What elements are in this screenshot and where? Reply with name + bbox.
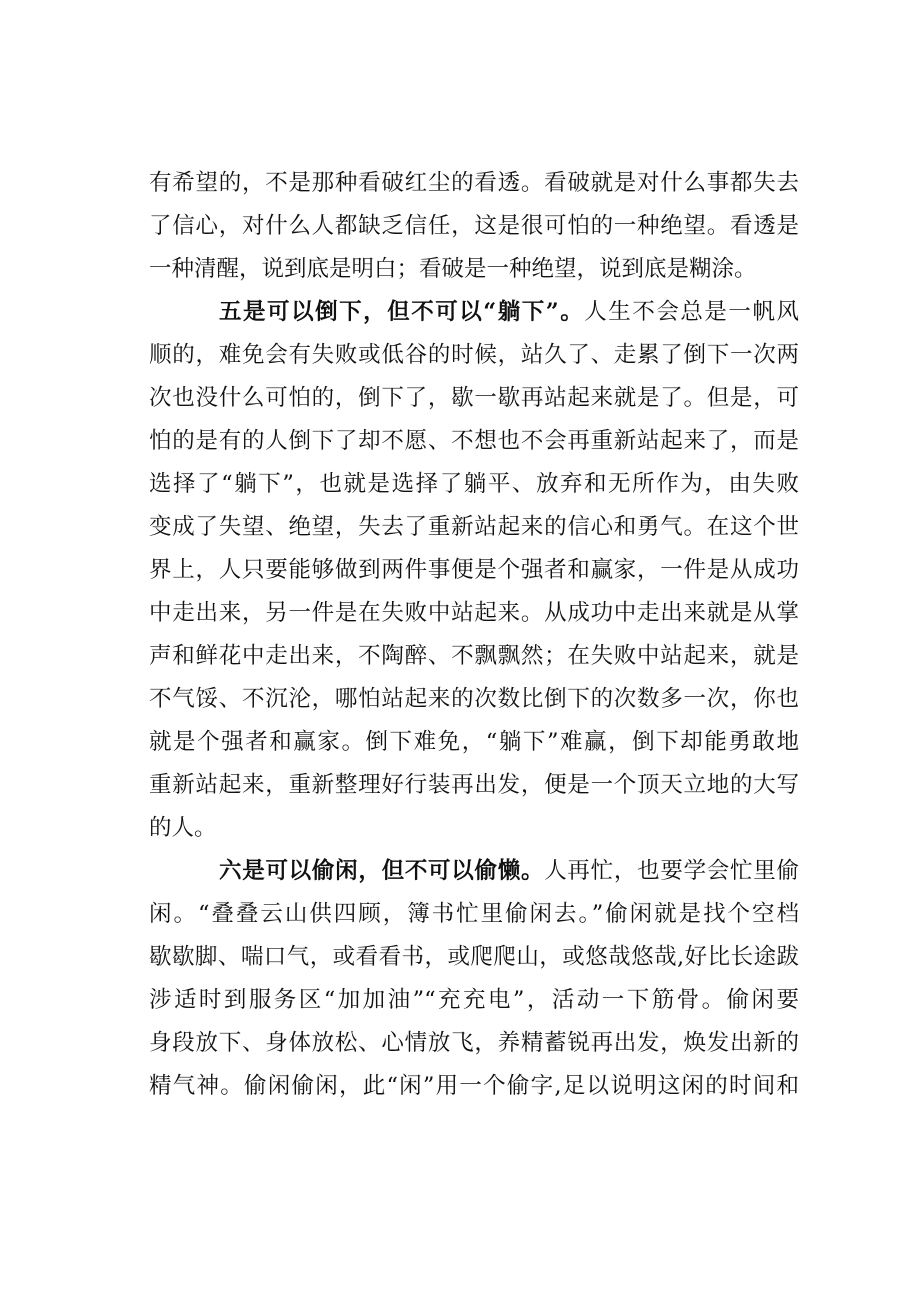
paragraph-line: 了信心，对什么人都缺乏信任，这是很可怕的一种绝望。看透是 <box>149 213 799 239</box>
point-6-heading: 六是可以偷闲，但不可以偷懒。 <box>219 858 545 884</box>
paragraph-line: 不气馁、不沉沦，哪怕站起来的次数比倒下的次数多一次，你也 <box>149 686 799 712</box>
paragraph-line: 有希望的，不是那种看破红尘的看透。看破就是对什么事都失去 <box>149 170 799 196</box>
paragraph-line: 就是个强者和赢家。倒下难免，“躺下”难赢，倒下却能勇敢地 <box>149 729 799 755</box>
paragraph-line: 变成了失望、绝望，失去了重新站起来的信心和勇气。在这个世 <box>149 514 799 540</box>
paragraph-line: 重新站起来，重新整理好行装再出发，便是一个顶天立地的大写 <box>149 772 799 798</box>
paragraph-5-first-line <box>219 292 799 332</box>
paragraph-line: 怕的是有的人倒下了却不愿、不想也不会再重新站起来了，而是 <box>149 428 799 454</box>
paragraph-line: 精气神。偷闲偷闲，此“闲”用一个偷字,足以说明这闲的时间和 <box>149 1073 799 1099</box>
paragraph-text: 人生不会总是一帆风 <box>584 299 799 325</box>
paragraph-line: 界上，人只要能够做到两件事便是个强者和赢家，一件是从成功 <box>149 557 799 583</box>
paragraph-line: 顺的，难免会有失败或低谷的时候，站久了、走累了倒下一次两 <box>149 342 799 368</box>
paragraph-line: 次也没什么可怕的，倒下了，歇一歇再站起来就是了。但是，可 <box>149 385 799 411</box>
paragraph-line: 涉适时到服务区“加加油”“充充电”，活动一下筋骨。偷闲要 <box>149 987 799 1013</box>
paragraph-line: 闲。“叠叠云山供四顾，簿书忙里偷闲去。”偷闲就是找个空档 <box>149 901 799 927</box>
paragraph-line: 歇歇脚、喘口气，或看看书，或爬爬山，或悠哉悠哉,好比长途跋 <box>149 944 799 970</box>
paragraph-line: 身段放下、身体放松、心情放飞，养精蓄锐再出发，焕发出新的 <box>149 1030 799 1056</box>
paragraph-text: 人再忙，也要学会忙里偷 <box>544 858 799 884</box>
paragraph-line: 选择了“躺下”，也就是选择了躺平、放弃和无所作为，由失败 <box>149 471 799 497</box>
paragraph-6-first-line <box>219 851 799 891</box>
paragraph-line: 一种清醒，说到底是明白；看破是一种绝望，说到底是糊涂。 <box>149 256 757 282</box>
paragraph-line: 声和鲜花中走出来，不陶醉、不飘飘然；在失败中站起来，就是 <box>149 643 799 669</box>
point-5-heading: 五是可以倒下，但不可以“躺下”。 <box>219 299 585 325</box>
paragraph-line: 的人。 <box>149 815 217 841</box>
paragraph-line: 中走出来，另一件是在失败中站起来。从成功中走出来就是从掌 <box>149 600 799 626</box>
